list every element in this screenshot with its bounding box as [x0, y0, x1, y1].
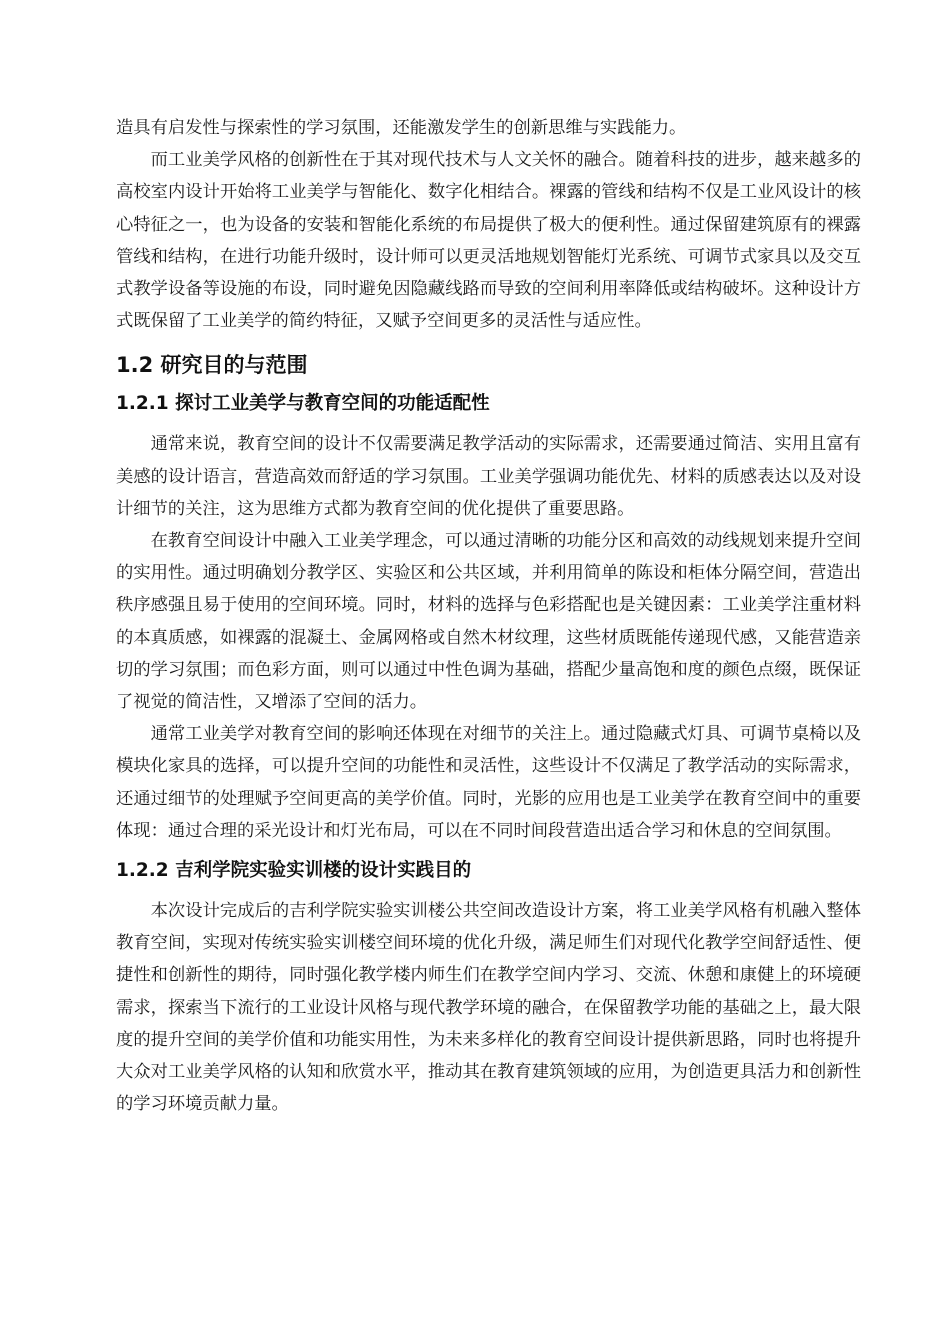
heading-1-2-2: 1.2.2 吉利学院实验实训楼的设计实践目的	[116, 860, 472, 882]
paragraph-continuation: 造具有启发性与探索性的学习氛围，还能激发学生的创新思维与实践能力。	[116, 118, 687, 138]
paragraph-function-zoning: 在教育空间设计中融入工业美学理念，可以通过清晰的功能分区和高效的动线规划来提升空间的实用性。通过明确划分教学区、实验区和公共区域，并利用简单的陈设和柜体分隔空间，营造出秩序感强且易于使用的空间环境。同时，材料的选择与色彩搭配也是关键因素：工业美学注重材料的本真质感，如裸露的混凝土、金属网格或自然木材纹理，这些材质既能传递现代感，又能营造亲切的学习氛围；而色彩方面，则可以通过中性色调为基础，搭配少量高饱和度的颜色点缀，既保证了视觉的简洁性，又增添了空间的活力。	[116, 531, 861, 713]
paragraph-design-purpose: 本次设计完成后的吉利学院实验实训楼公共空间改造设计方案，将工业美学风格有机融入整体教育空间，实现对传统实验实训楼空间环境的优化升级，满足师生们对现代化教学空间舒适性、便捷性和创新性的期待，同时强化教学楼内师生们在教学空间内学习、交流、休憩和康健上的环境硬需求，探索当下流行的工业设计风格与现代教学环境的融合，在保留教学功能的基础之上，最大限度的提升空间的美学价值和功能实用性，为未来多样化的教育空间设计提供新思路，同时也将提升大众对工业美学风格的认知和欣赏水平，推动其在教育建筑领域的应用，为创造更具活力和创新性的学习环境贡献力量。	[116, 901, 861, 1115]
heading-1-2: 1.2 研究目的与范围	[116, 353, 308, 378]
document-page	[116, 112, 861, 1120]
heading-1-2-1: 1.2.1 探讨工业美学与教育空间的功能适配性	[116, 393, 490, 415]
paragraph-industrial-innovation: 而工业美学风格的创新性在于其对现代技术与人文关怀的融合。随着科技的进步，越来越多的高校室内设计开始将工业美学与智能化、数字化相结合。裸露的管线和结构不仅是工业风设计的核心特征之一，也为设备的安装和智能化系统的布局提供了极大的便利性。通过保留建筑原有的裸露管线和结构，在进行功能升级时，设计师可以更灵活地规划智能灯光系统、可调节式家具以及交互式教学设备等设施的布设，同时避免因隐藏线路而导致的空间利用率降低或结构破坏。这种设计方式既保留了工业美学的简约特征，又赋予空间更多的灵活性与适应性。	[116, 150, 861, 332]
paragraph-detail-attention: 通常工业美学对教育空间的影响还体现在对细节的关注上。通过隐藏式灯具、可调节桌椅以及模块化家具的选择，可以提升空间的功能性和灵活性，这些设计不仅满足了教学活动的实际需求，还通过细节的处理赋予空间更高的美学价值。同时，光影的应用也是工业美学在教育空间中的重要体现：通过合理的采光设计和灯光布局，可以在不同时间段营造出适合学习和休息的空间氛围。	[116, 724, 861, 841]
paragraph-education-space-needs: 通常来说，教育空间的设计不仅需要满足教学活动的实际需求，还需要通过简洁、实用且富有美感的设计语言，营造高效而舒适的学习氛围。工业美学强调功能优先、材料的质感表达以及对设计细节的关注，这为思维方式都为教育空间的优化提供了重要思路。	[116, 434, 861, 519]
